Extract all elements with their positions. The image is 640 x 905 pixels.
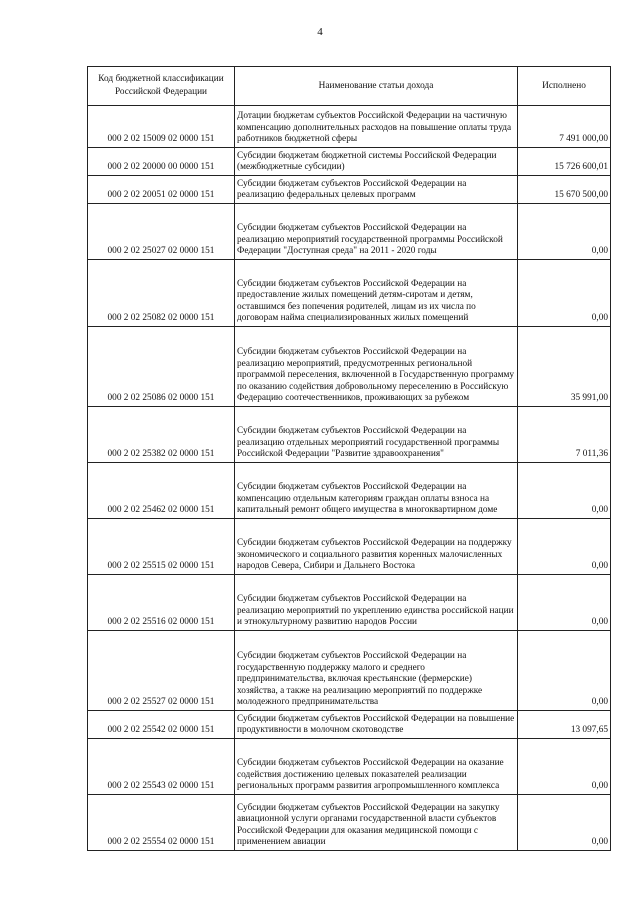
row-code: 000 2 02 25515 02 0000 151 [88,519,235,575]
row-code: 000 2 02 25543 02 0000 151 [88,739,235,795]
row-name: Дотации бюджетам субъектов Российской Федерации на частичную компенсацию дополнительных расходов на повышение оплаты труда работников бюджетной сферы [235,106,518,148]
row-code: 000 2 02 25542 02 0000 151 [88,711,235,739]
row-value: 0,00 [518,631,611,711]
page-number: 4 [317,26,323,38]
row-value: 0,00 [518,260,611,327]
row-value: 0,00 [518,739,611,795]
row-name: Субсидии бюджетам субъектов Российской Федерации на реализацию мероприятий государственной программы Российской Федерации "Доступная среда" на 2011 - 2020 годы [235,204,518,260]
table-row [88,106,611,148]
header-value: Исполнено [518,67,611,106]
row-name: Субсидии бюджетам субъектов Российской Федерации на поддержку экономического и социального развития коренных малочисленных народов Севера, Сибири и Дальнего Востока [235,519,518,575]
row-code: 000 2 02 15009 02 0000 151 [88,106,235,148]
row-code: 000 2 02 25082 02 0000 151 [88,260,235,327]
table-row [88,327,611,407]
row-name: Субсидии бюджетам субъектов Российской Федерации на повышение продуктивности в молочном скотоводстве [235,711,518,739]
table-row [88,519,611,575]
row-code: 000 2 02 25462 02 0000 151 [88,463,235,519]
row-value: 0,00 [518,795,611,851]
budget-income-table [87,66,611,851]
row-value: 35 991,00 [518,327,611,407]
row-name: Субсидии бюджетам бюджетной системы Российской Федерации (межбюджетные субсидии) [235,148,518,176]
row-name: Субсидии бюджетам субъектов Российской Федерации на оказание содействия достижению целевых показателей реализации региональных программ развития агропромышленного комплекса [235,739,518,795]
table-row [88,148,611,176]
header-code: Код бюджетной классификации Российской Федерации [88,67,235,106]
row-value: 0,00 [518,204,611,260]
row-value: 7 491 000,00 [518,106,611,148]
row-code: 000 2 02 25554 02 0000 151 [88,795,235,851]
row-code: 000 2 02 25382 02 0000 151 [88,407,235,463]
row-name: Субсидии бюджетам субъектов Российской Федерации на предоставление жилых помещений детям-сиротам и детям, оставшимся без попечения родителей, лицам из их числа по договорам найма специализированных жилых помещений [235,260,518,327]
row-code: 000 2 02 25086 02 0000 151 [88,327,235,407]
row-value: 13 097,65 [518,711,611,739]
table-row [88,739,611,795]
table-row [88,795,611,851]
row-name: Субсидии бюджетам субъектов Российской Федерации на реализацию мероприятий, предусмотренных региональной программой переселения, включенной в Государственную программу по оказанию содействия добровольному переселению в Российскую Федерацию соотечественников, проживающих за рубежом [235,327,518,407]
table-row [88,204,611,260]
row-value: 0,00 [518,463,611,519]
row-value: 15 726 600,01 [518,148,611,176]
row-value: 7 011,36 [518,407,611,463]
row-value: 0,00 [518,519,611,575]
table-row [88,711,611,739]
table-row [88,463,611,519]
row-name: Субсидии бюджетам субъектов Российской Федерации на реализацию федеральных целевых программ [235,176,518,204]
row-name: Субсидии бюджетам субъектов Российской Федерации на реализацию мероприятий по укреплению единства российской нации и этнокультурному развитию народов России [235,575,518,631]
row-name: Субсидии бюджетам субъектов Российской Федерации на реализацию отдельных мероприятий государственной программы Российской Федерации "Развитие здравоохранения" [235,407,518,463]
row-code: 000 2 02 20000 00 0000 151 [88,148,235,176]
row-code: 000 2 02 25527 02 0000 151 [88,631,235,711]
row-name: Субсидии бюджетам субъектов Российской Федерации на компенсацию отдельным категориям граждан оплаты взноса на капитальный ремонт общего имущества в многоквартирном доме [235,463,518,519]
table-row [88,260,611,327]
row-value: 0,00 [518,575,611,631]
header-name: Наименование статьи дохода [235,67,518,106]
row-code: 000 2 02 25516 02 0000 151 [88,575,235,631]
row-name: Субсидии бюджетам субъектов Российской Федерации на государственную поддержку малого и среднего предпринимательства, включая крестьянские (фермерские) хозяйства, а также на реализацию мероприятий по поддержке молодежного предпринимательства [235,631,518,711]
table-row [88,631,611,711]
table-row [88,407,611,463]
table-header-row [88,67,611,106]
table-row [88,575,611,631]
row-code: 000 2 02 25027 02 0000 151 [88,204,235,260]
row-name: Субсидии бюджетам субъектов Российской Федерации на закупку авиационной услуги органами государственной власти субъектов Российской Федерации для оказания медицинской помощи с применением авиации [235,795,518,851]
table-row [88,176,611,204]
row-code: 000 2 02 20051 02 0000 151 [88,176,235,204]
row-value: 15 670 500,00 [518,176,611,204]
